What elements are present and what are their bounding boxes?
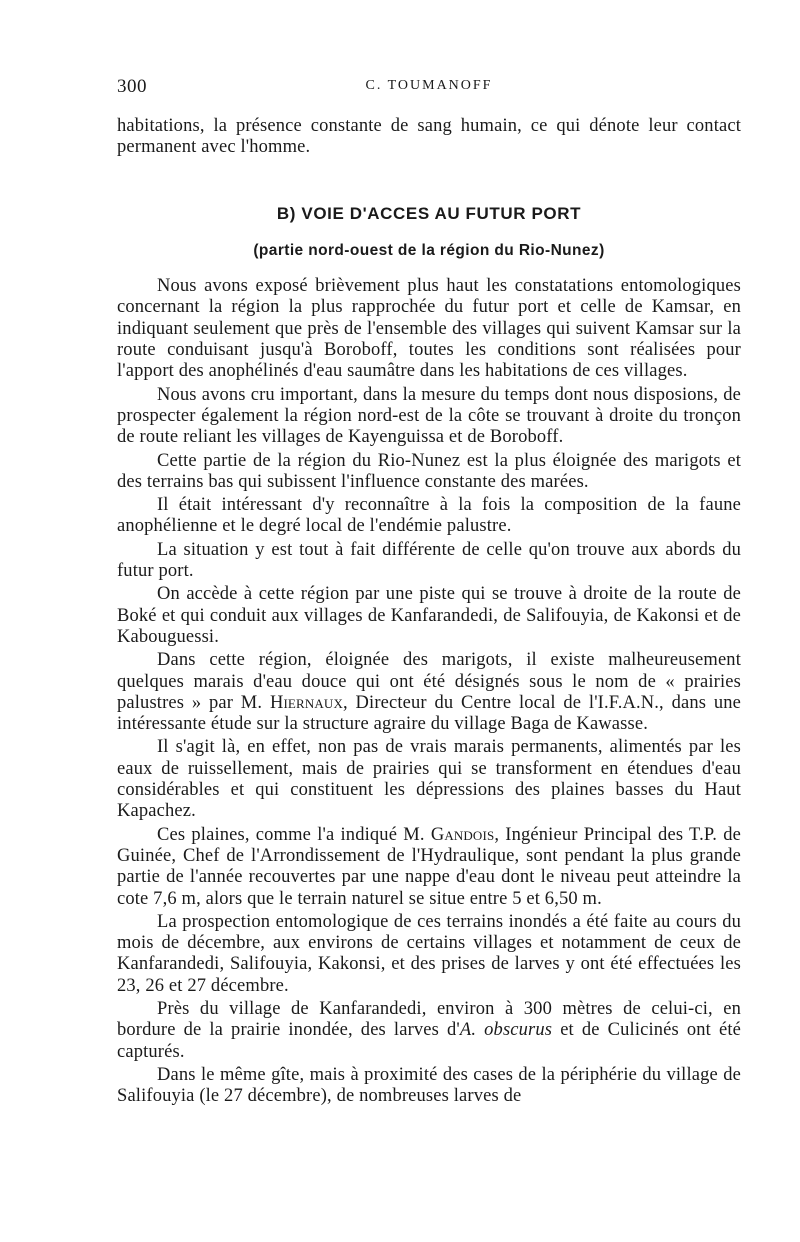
- running-title: C. TOUMANOFF: [365, 78, 493, 93]
- paragraph: Cette partie de la région du Rio-Nunez est la plus éloignée des marigots et des terrains bas qui subissent l'influence constante des marées.: [117, 450, 741, 492]
- person-name: Hiernaux: [269, 692, 343, 713]
- text-run: Près du village de Kanfarandedi, environ à 300 mètres de celui-ci, en bordure de la prairie inondée, des larves d': [117, 998, 741, 1041]
- paragraph: Il s'agit là, en effet, non pas de vrais marais permanents, alimentés par les eaux de ruissellement, mais de prairies qui se transforment en étendues d'eau considérables et qui constituent les dépressions des plaines basses du Haut Kapachez.: [117, 737, 741, 822]
- paragraph: Nous avons exposé brièvement plus haut les constatations entomologiques concernant la région la plus rapprochée du futur port et celle de Kamsar, en indiquant seulement que près de l'ensemble des villages qui suivent Kamsar sur la route conduisant jusqu'à Boroboff, toutes les conditions sont réalisées pour l'apport des anophélinés d'eau saumâtre dans les habitations de ces villages.: [117, 276, 741, 382]
- page-number: 300: [117, 76, 147, 97]
- paragraph: Il était intéressant d'y reconnaître à la fois la composition de la faune anophélienne et le degré local de l'endémie palustre.: [117, 495, 741, 537]
- section-subheading: (partie nord-ouest de la région du Rio-Nunez): [253, 241, 605, 259]
- paragraph: [117, 999, 741, 1063]
- paragraph: Dans le même gîte, mais à proximité des cases de la périphérie du village de Salifouyia (le 27 décembre), de nombreuses larves de: [117, 1064, 741, 1107]
- paragraph: [117, 650, 741, 735]
- running-head: [117, 76, 741, 102]
- paragraph: La situation y est tout à fait différente de celle qu'on trouve aux abords du futur port.: [117, 539, 741, 582]
- species-name: A. obscurus: [459, 1020, 553, 1041]
- paragraph: [117, 825, 741, 910]
- text-run: et de Culicinés ont été capturés.: [117, 1020, 742, 1062]
- section-heading: B) VOIE D'ACCES AU FUTUR PORT: [276, 203, 582, 223]
- paragraph: On accède à cette région par une piste qui se trouve à droite de la route de Boké et qui conduit aux villages de Kanfarandedi, de Salifouyia, de Kakonsi et de Kabouguessi.: [117, 584, 741, 647]
- person-name: Gandois: [430, 824, 495, 845]
- paragraph: La prospection entomologique de ces terrains inondés a été faite au cours du mois de décembre, aux environs de certains villages et notamment de ceux de Kanfarandedi, Salifouyia, Kakonsi, et des prises de larves y ont été effectuées les 23, 26 et 27 décembre.: [117, 911, 741, 996]
- text-run: Ces plaines, comme l'a indiqué M.: [157, 824, 431, 845]
- text-run: , Directeur du Centre local de l'I.F.A.N., dans une intéressante étude sur la structure agraire du village Baga de Kawasse.: [117, 692, 741, 735]
- paragraph: Nous avons cru important, dans la mesure du temps dont nous disposions, de prospecter également la région nord-est de la côte se trouvant à droite du tronçon de route reliant les villages de Kayenguissa et de Boroboff.: [117, 384, 741, 448]
- text-run: , Ingénieur Principal des T.P. de Guinée, Chef de l'Arrondissement de l'Hydraulique, sont pendant la plus grande partie de l'année recouvertes par une nappe d'eau dont le niveau peut atteindre la cote 7,6 m, alors que le terrain naturel se situe entre 5 et 6,50 m.: [117, 824, 741, 909]
- text-run: Dans cette région, éloignée des marigots, il existe malheureusement quelques marais d'eau douce qui ont été désignés sous le nom de « prairies palustres » par M.: [117, 650, 741, 713]
- paragraph-continued: habitations, la présence constante de sang humain, ce qui dénote leur contact permanent avec l'homme.: [117, 116, 741, 158]
- page-body: [117, 116, 741, 1109]
